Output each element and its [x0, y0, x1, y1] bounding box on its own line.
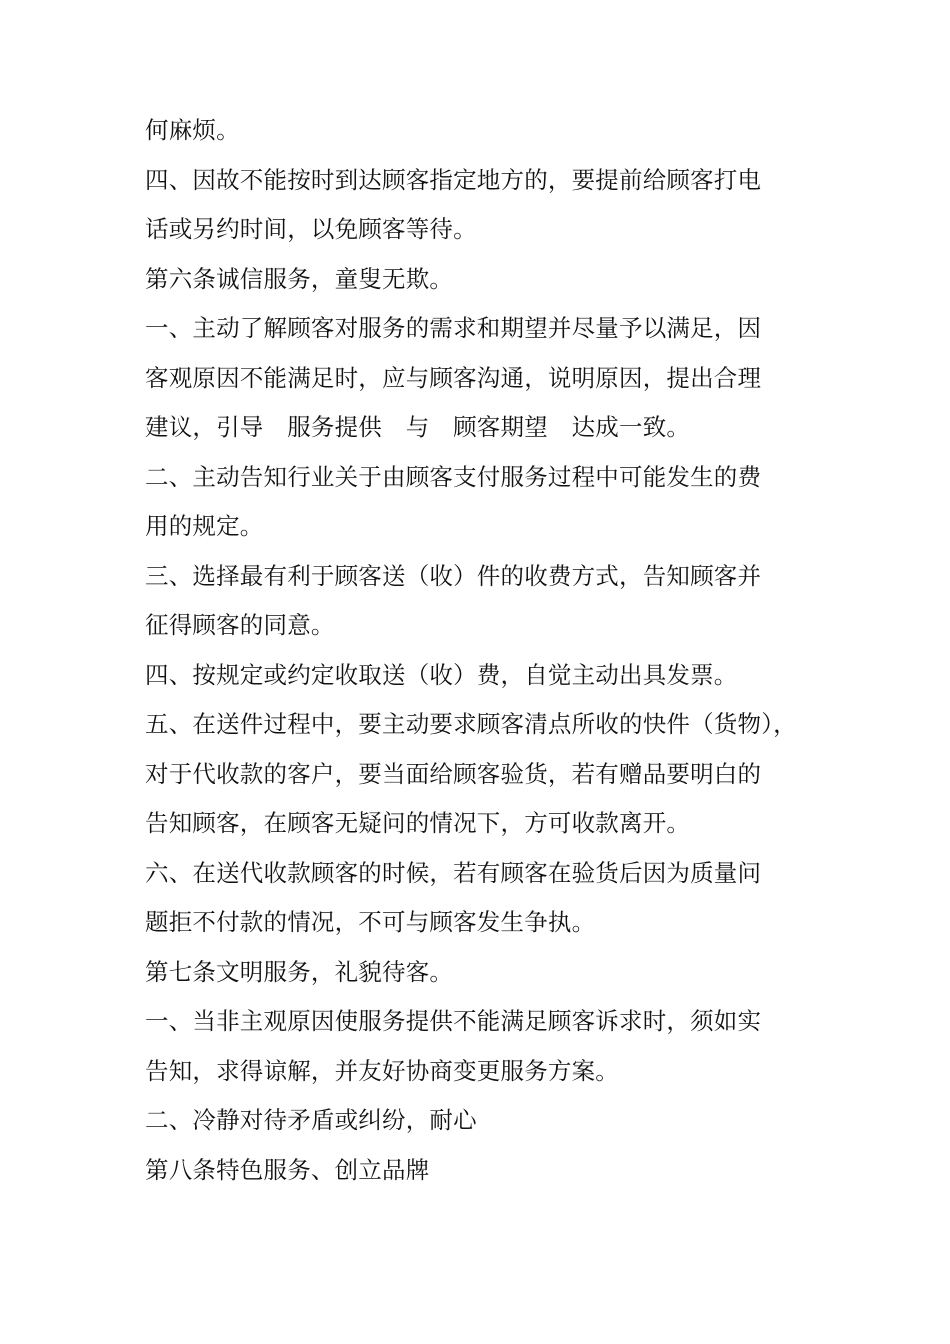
section-heading: 第六条诚信服务，童叟无欺。 — [145, 264, 454, 293]
document-body — [145, 106, 815, 1195]
text-line: 二、冷静对待矛盾或纠纷，耐心 — [145, 1106, 477, 1134]
text-line: 一、当非主观原因使服务提供不能满足顾客诉求时，须如实 — [145, 1007, 762, 1035]
text-line: 五、在送件过程中，要主动要求顾客清点所收的快件（货物）， — [145, 710, 797, 738]
text-line: 征得顾客的同意。 — [145, 611, 335, 639]
text-line: 对于代收款的客户，要当面给顾客验货，若有赠品要明白的 — [145, 759, 762, 788]
section-heading: 第八条特色服务、创立品牌 — [145, 1155, 430, 1184]
text-line: 三、选择最有利于顾客送（收）件的收费方式，告知顾客并 — [145, 561, 762, 590]
text-line: 题拒不付款的情况，不可与顾客发生争执。 — [145, 908, 596, 936]
text-line: 四、按规定或约定收取送（收）费，自觉主动出具发票。 — [145, 660, 738, 689]
text-line: 二、主动告知行业关于由顾客支付服务过程中可能发生的费 — [145, 462, 762, 491]
text-line: 建议，引导 服务提供 与 顾客期望 达成一致。 — [145, 413, 691, 441]
text-line: 话或另约时间，以免顾客等待。 — [145, 215, 477, 243]
text-line: 告知，求得谅解，并友好协商变更服务方案。 — [145, 1056, 619, 1085]
text-line: 一、主动了解顾客对服务的需求和期望并尽量予以满足，因 — [145, 314, 762, 342]
text-line: 六、在送代收款顾客的时候，若有顾客在验货后因为质量问 — [145, 858, 762, 887]
text-line: 告知顾客，在顾客无疑问的情况下，方可收款离开。 — [145, 809, 691, 837]
section-heading: 第七条文明服务，礼貌待客。 — [145, 957, 454, 986]
text-line: 四、因故不能按时到达顾客指定地方的，要提前给顾客打电 — [145, 165, 762, 194]
text-line: 客观原因不能满足时，应与顾客沟通，说明原因，提出合理 — [145, 363, 762, 392]
text-line: 用的规定。 — [145, 512, 264, 540]
text-line: 何麻烦。 — [145, 116, 240, 144]
